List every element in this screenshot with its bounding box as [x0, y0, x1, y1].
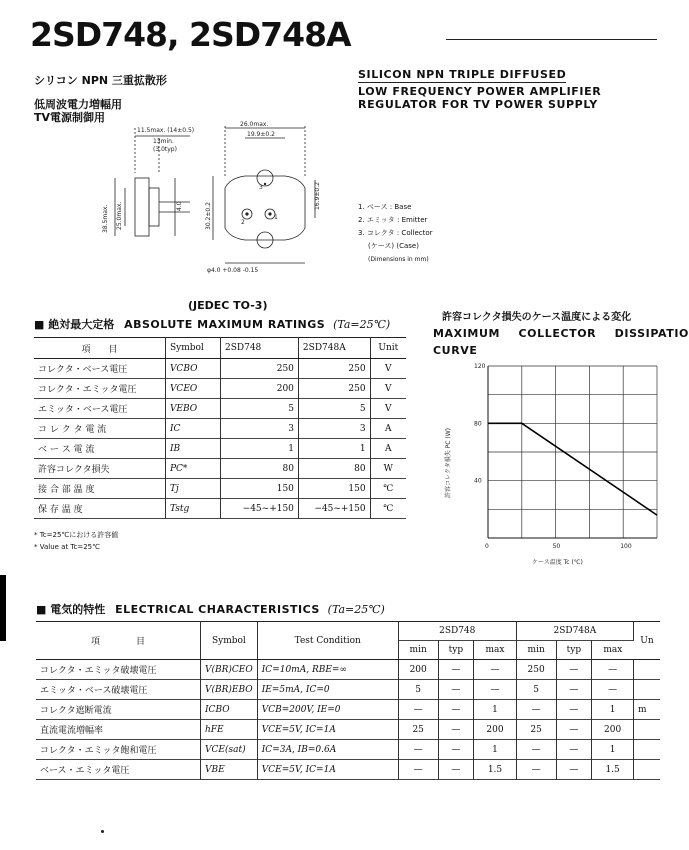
sub-header: typ	[438, 641, 474, 660]
value-cell: 1	[592, 700, 634, 720]
pin-legend-item: 2. エミッタ : Emitter	[358, 216, 428, 224]
unit-cell	[634, 720, 661, 740]
value-cell: —	[556, 700, 592, 720]
edge-marker	[0, 575, 6, 641]
value-cell: —	[516, 740, 556, 760]
value-cell: 3	[221, 419, 299, 439]
curve-title-jp: 許容コレクタ損失のケース温度による変化	[442, 312, 632, 323]
value-cell: −45~+150	[221, 499, 299, 519]
unit-cell: A	[385, 443, 392, 454]
symbol-cell: IB	[165, 439, 220, 459]
table-row	[34, 399, 406, 419]
table-row	[34, 459, 406, 479]
pin-number: 1	[274, 214, 278, 221]
item-cell: エミッタ・ベース電圧	[34, 399, 165, 419]
table-row	[36, 660, 660, 680]
value-cell: —	[438, 760, 474, 780]
value-cell: 5	[398, 680, 438, 700]
pin-legend-item: (Dimensions in mm)	[368, 256, 429, 263]
value-cell: 1.5	[592, 760, 634, 780]
item-cell: エミッタ・ベース破壊電圧	[36, 680, 201, 700]
value-cell: —	[438, 700, 474, 720]
dim-label: 26.0max.	[240, 121, 269, 128]
item-cell: 接 合 部 温 度	[34, 479, 165, 499]
value-cell: 1.5	[474, 760, 517, 780]
value-cell: —	[438, 680, 474, 700]
table-row	[34, 439, 406, 459]
en-type: SILICON NPN TRIPLE DIFFUSED	[358, 68, 567, 81]
dim-label: 19.9±0.2	[247, 131, 275, 138]
symbol-cell: ICBO	[201, 700, 258, 720]
amr-condition: (Ta=25℃)	[333, 318, 391, 331]
col-header: Test Condition	[257, 622, 398, 660]
title-rule	[446, 39, 657, 40]
value-cell: —	[556, 660, 592, 680]
col-header: 項 目	[36, 622, 201, 660]
item-cell: ベース・エミッタ電圧	[36, 760, 201, 780]
curve-title-en-1: MAXIMUM COLLECTOR DISSIPATIO	[433, 327, 689, 340]
condition-cell: IC=10mA, RBE=∞	[257, 660, 398, 680]
item-cell: ベ ー ス 電 流	[34, 439, 165, 459]
symbol-cell: V(BR)EBO	[201, 680, 258, 700]
symbol-cell: VEBO	[165, 399, 220, 419]
unit-cell: V	[385, 363, 392, 374]
value-cell: —	[474, 680, 517, 700]
value-cell: —	[556, 680, 592, 700]
value-cell: 1	[298, 439, 370, 459]
pin-legend	[358, 201, 433, 266]
symbol-cell: PC*	[165, 459, 220, 479]
item-cell: 許容コレクタ損失	[34, 459, 165, 479]
dim-label: 13min.	[153, 138, 174, 145]
jp-type: シリコン NPN 三重拡散形	[34, 74, 167, 87]
table-row	[36, 680, 660, 700]
condition-cell: VCE=5V, IC=1A	[257, 720, 398, 740]
jp-use-1: 低周波電力増幅用	[34, 98, 122, 111]
value-cell: —	[438, 740, 474, 760]
value-cell: —	[592, 660, 634, 680]
symbol-cell: VCEO	[165, 379, 220, 399]
en-use-2: REGULATOR FOR TV POWER SUPPLY	[358, 98, 598, 111]
value-cell: —	[438, 720, 474, 740]
sub-header: typ	[556, 641, 592, 660]
ec-heading-jp: ■ 電気的特性	[36, 603, 106, 616]
table-row	[34, 359, 406, 379]
value-cell: 5	[298, 399, 370, 419]
curve-xlabel: ケース温度 Tc (℃)	[532, 559, 583, 566]
symbol-cell: Tstg	[165, 499, 220, 519]
value-cell: —	[516, 700, 556, 720]
value-cell: —	[556, 720, 592, 740]
y-tick-label: 120	[474, 363, 486, 370]
y-tick-label: 40	[474, 477, 482, 485]
value-cell: 1	[474, 740, 517, 760]
package-drawing	[95, 118, 360, 278]
y-tick-label: 80	[474, 420, 482, 428]
dim-label: 16.9±0.2	[314, 182, 321, 210]
unit-cell: m	[638, 704, 647, 715]
value-cell: 1	[474, 700, 517, 720]
condition-cell: VCE=5V, IC=1A	[257, 760, 398, 780]
page-title: 2SD748, 2SD748A	[30, 15, 351, 54]
symbol-cell: VBE	[201, 760, 258, 780]
symbol-cell: hFE	[201, 720, 258, 740]
curve-ylabel: 許容コレクタ損失 PC (W)	[445, 428, 452, 498]
value-cell: —	[592, 680, 634, 700]
electrical-characteristics-table	[36, 621, 660, 780]
x-tick-label: 100	[620, 543, 632, 550]
unit-cell	[634, 740, 661, 760]
table-row	[34, 379, 406, 399]
amr-heading	[34, 316, 390, 332]
value-cell: 80	[221, 459, 299, 479]
table-row	[34, 479, 406, 499]
value-cell: 200	[592, 720, 634, 740]
unit-cell	[634, 660, 661, 680]
dim-label: (3.0typ)	[153, 146, 177, 153]
value-cell: −45~+150	[298, 499, 370, 519]
pc-line	[488, 423, 657, 515]
unit-cell: ℃	[383, 483, 394, 494]
sub-header: max	[603, 645, 623, 655]
col-header: Symbol	[201, 622, 258, 660]
en-use-1: LOW FREQUENCY POWER AMPLIFIER	[358, 85, 602, 98]
value-cell: 25	[516, 720, 556, 740]
item-cell: コレクタ・エミッタ破壊電圧	[36, 660, 201, 680]
x-tick-label: 0	[485, 543, 489, 550]
value-cell: 250	[298, 359, 370, 379]
table-row	[34, 419, 406, 439]
value-cell: —	[398, 740, 438, 760]
symbol-cell: IC	[165, 419, 220, 439]
unit-cell: ℃	[383, 503, 394, 514]
amr-heading-jp: ■ 絶対最大定格	[34, 318, 115, 331]
amr-heading-en: ABSOLUTE MAXIMUM RATINGS	[124, 318, 326, 331]
item-cell: コレクタ遮断電流	[36, 700, 201, 720]
table-header-row	[36, 622, 660, 641]
pin-legend-item: (ケース) (Case)	[368, 242, 419, 250]
condition-cell: IE=5mA, IC=0	[257, 680, 398, 700]
x-tick-label: 50	[552, 543, 561, 550]
dim-label: 4.0	[176, 201, 183, 211]
symbol-cell: VCE(sat)	[201, 740, 258, 760]
condition-cell: VCB=200V, IE=0	[257, 700, 398, 720]
col-header: 2SD748A	[298, 338, 370, 359]
dim-label: 38.5max.	[102, 204, 109, 233]
sub-header: min	[398, 641, 438, 660]
value-cell: —	[474, 660, 517, 680]
symbol-cell: V(BR)CEO	[201, 660, 258, 680]
table-row	[36, 700, 660, 720]
value-cell: —	[438, 660, 474, 680]
item-cell: コレクタ・ベース電圧	[34, 359, 165, 379]
table-row	[36, 760, 660, 780]
col-header: Unit	[370, 338, 406, 359]
value-cell: —	[556, 740, 592, 760]
value-cell: 200	[221, 379, 299, 399]
item-cell: コ レ ク タ 電 流	[34, 419, 165, 439]
curve-title-en-2: CURVE	[433, 344, 478, 357]
unit-cell: V	[385, 383, 392, 394]
table-row	[36, 720, 660, 740]
footnote-jp: * Tc=25℃における許容値	[34, 531, 119, 539]
item-cell: コレクタ・エミッタ飽和電圧	[36, 740, 201, 760]
jp-use-2: TV電源制御用	[34, 111, 106, 124]
dim-label: 25.0max.	[116, 201, 123, 230]
value-cell: 5	[516, 680, 556, 700]
value-cell: 250	[516, 660, 556, 680]
pin-legend-item: 3. コレクタ : Collector	[358, 229, 433, 237]
symbol-cell: VCBO	[165, 359, 220, 379]
value-cell: —	[516, 760, 556, 780]
item-cell: コレクタ・エミッタ電圧	[34, 379, 165, 399]
dim-label: 11.5max. (14±0.5)	[137, 127, 195, 134]
dissipation-curve-chart	[440, 358, 657, 570]
value-cell: 5	[221, 399, 299, 419]
col-header: Symbol	[165, 338, 220, 359]
ec-heading	[36, 601, 385, 617]
footnote-en: * Value at Tc=25℃	[34, 543, 101, 551]
pin-number: 3	[259, 184, 263, 191]
col-header: 2SD748	[398, 622, 516, 641]
table-header-row	[34, 338, 406, 359]
table-row	[34, 499, 406, 519]
dim-label: 30.2±0.2	[205, 202, 212, 230]
value-cell: 25	[398, 720, 438, 740]
value-cell: 200	[398, 660, 438, 680]
value-cell: —	[398, 760, 438, 780]
value-cell: 1	[592, 740, 634, 760]
value-cell: —	[556, 760, 592, 780]
value-cell: 1	[221, 439, 299, 459]
jedec-label: (JEDEC TO-3)	[188, 299, 268, 312]
value-cell: 250	[221, 359, 299, 379]
value-cell: 80	[298, 459, 370, 479]
unit-cell: V	[385, 403, 392, 414]
unit-cell: A	[385, 423, 392, 434]
dim-label: φ4.0 +0.08 -0.15	[207, 267, 259, 274]
pin-number: 2	[241, 219, 245, 226]
value-cell: 250	[298, 379, 370, 399]
table-row	[36, 740, 660, 760]
symbol-cell: Tj	[165, 479, 220, 499]
col-header: Un	[634, 622, 661, 660]
speck	[101, 830, 104, 833]
item-cell: 保 存 温 度	[34, 499, 165, 519]
sub-header: max	[474, 641, 517, 660]
pin-legend-item: 1. ベース : Base	[358, 203, 412, 211]
value-cell: 3	[298, 419, 370, 439]
ec-heading-en: ELECTRICAL CHARACTERISTICS	[115, 603, 320, 616]
value-cell: 150	[298, 479, 370, 499]
col-header: 項 目	[34, 338, 165, 359]
col-header: 2SD748A	[516, 622, 633, 641]
unit-cell: W	[383, 463, 393, 474]
value-cell: 200	[474, 720, 517, 740]
value-cell: —	[398, 700, 438, 720]
unit-cell	[634, 680, 661, 700]
condition-cell: IC=3A, IB=0.6A	[257, 740, 398, 760]
absolute-max-ratings-table	[34, 337, 406, 519]
col-header: 2SD748	[221, 338, 299, 359]
value-cell: 150	[221, 479, 299, 499]
ec-condition: (Ta=25℃)	[327, 603, 385, 616]
unit-cell	[634, 760, 661, 780]
sub-header: min	[516, 641, 556, 660]
item-cell: 直流電流増幅率	[36, 720, 201, 740]
